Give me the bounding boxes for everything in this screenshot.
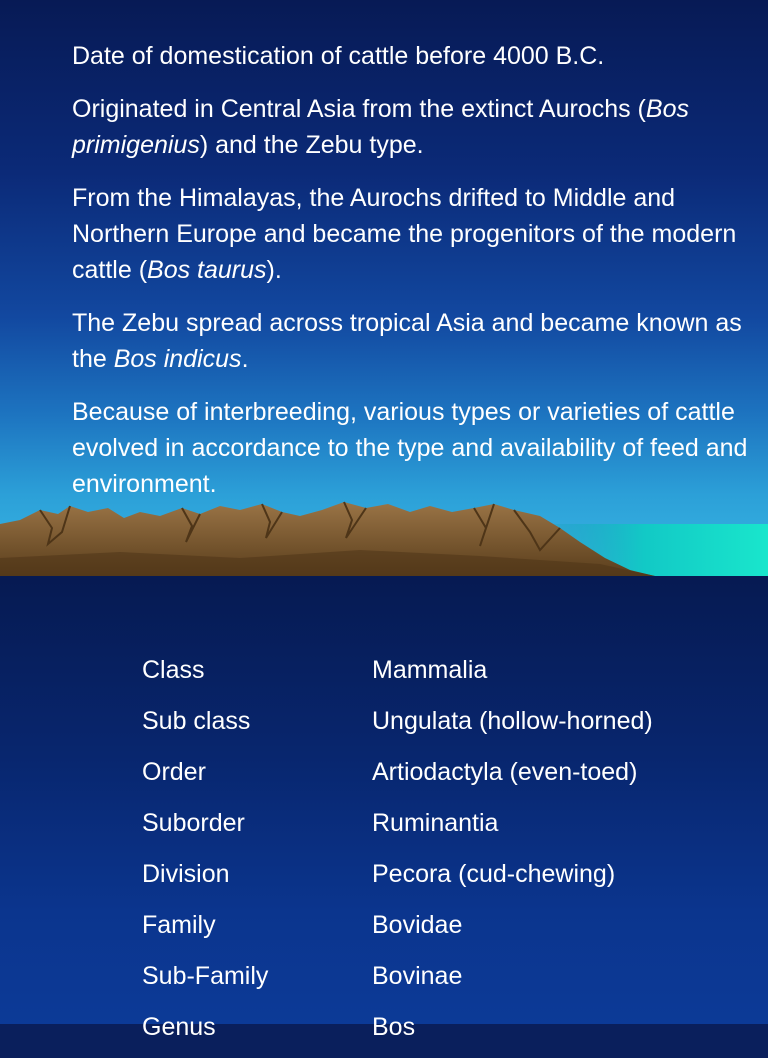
taxonomy-row	[0, 701, 768, 752]
taxonomy-row	[0, 752, 768, 803]
taxonomic-rank: Sub class	[142, 707, 251, 735]
taxon-name: Bovidae	[372, 911, 463, 939]
mountain-range-illustration	[0, 498, 768, 576]
paragraph-text: Date of domestication of cattle before 4000 B.C.	[72, 42, 605, 70]
taxonomic-rank: Class	[142, 656, 205, 684]
paragraph-text: The Zebu spread across tropical Asia and became known as the	[72, 309, 742, 373]
taxon-name: Mammalia	[372, 656, 488, 684]
paragraph-text: From the Himalayas, the Aurochs drifted to Middle and Northern Europe and became the progenitors of the modern cattle (	[72, 184, 737, 284]
taxon-name: Bos	[372, 1013, 416, 1041]
paragraph-text: ).	[266, 256, 282, 284]
taxonomy-row	[0, 854, 768, 905]
paragraph-text: Originated in Central Asia from the extinct Aurochs (	[72, 95, 646, 123]
taxon-name: Ungulata (hollow-horned)	[372, 707, 653, 735]
history-text-block	[72, 38, 752, 519]
history-paragraph	[72, 305, 752, 377]
slide-cattle-taxonomy	[0, 576, 768, 1041]
taxon-name: Artiodactyla (even-toed)	[372, 758, 638, 786]
species-name: Bos indicus	[113, 345, 242, 373]
taxon-name: Pecora (cud-chewing)	[372, 860, 616, 888]
taxonomic-rank: Order	[142, 758, 206, 786]
species-name: Bos taurus	[147, 256, 267, 284]
taxonomic-rank: Suborder	[142, 809, 245, 837]
history-paragraph	[72, 394, 752, 502]
history-paragraph	[72, 38, 752, 74]
paragraph-text: Because of interbreeding, various types or varieties of cattle evolved in accordance to the type and availability of feed and environment.	[72, 398, 748, 498]
paragraph-text: .	[241, 345, 249, 373]
taxonomic-rank: Genus	[142, 1013, 216, 1041]
taxonomy-row	[0, 1007, 768, 1058]
taxon-name: Ruminantia	[372, 809, 499, 837]
taxonomy-row	[0, 650, 768, 701]
taxon-name: Bovinae	[372, 962, 463, 990]
species-name: Bos primigenius	[72, 95, 689, 159]
taxonomy-table	[0, 650, 768, 1058]
history-paragraph	[72, 180, 752, 288]
taxonomy-row	[0, 905, 768, 956]
taxonomic-rank: Sub-Family	[142, 962, 269, 990]
taxonomic-rank: Family	[142, 911, 216, 939]
taxonomy-row	[0, 956, 768, 1007]
taxonomy-row	[0, 803, 768, 854]
history-paragraph	[72, 91, 752, 163]
taxonomic-rank: Division	[142, 860, 230, 888]
paragraph-text: ) and the Zebu type.	[199, 131, 424, 159]
